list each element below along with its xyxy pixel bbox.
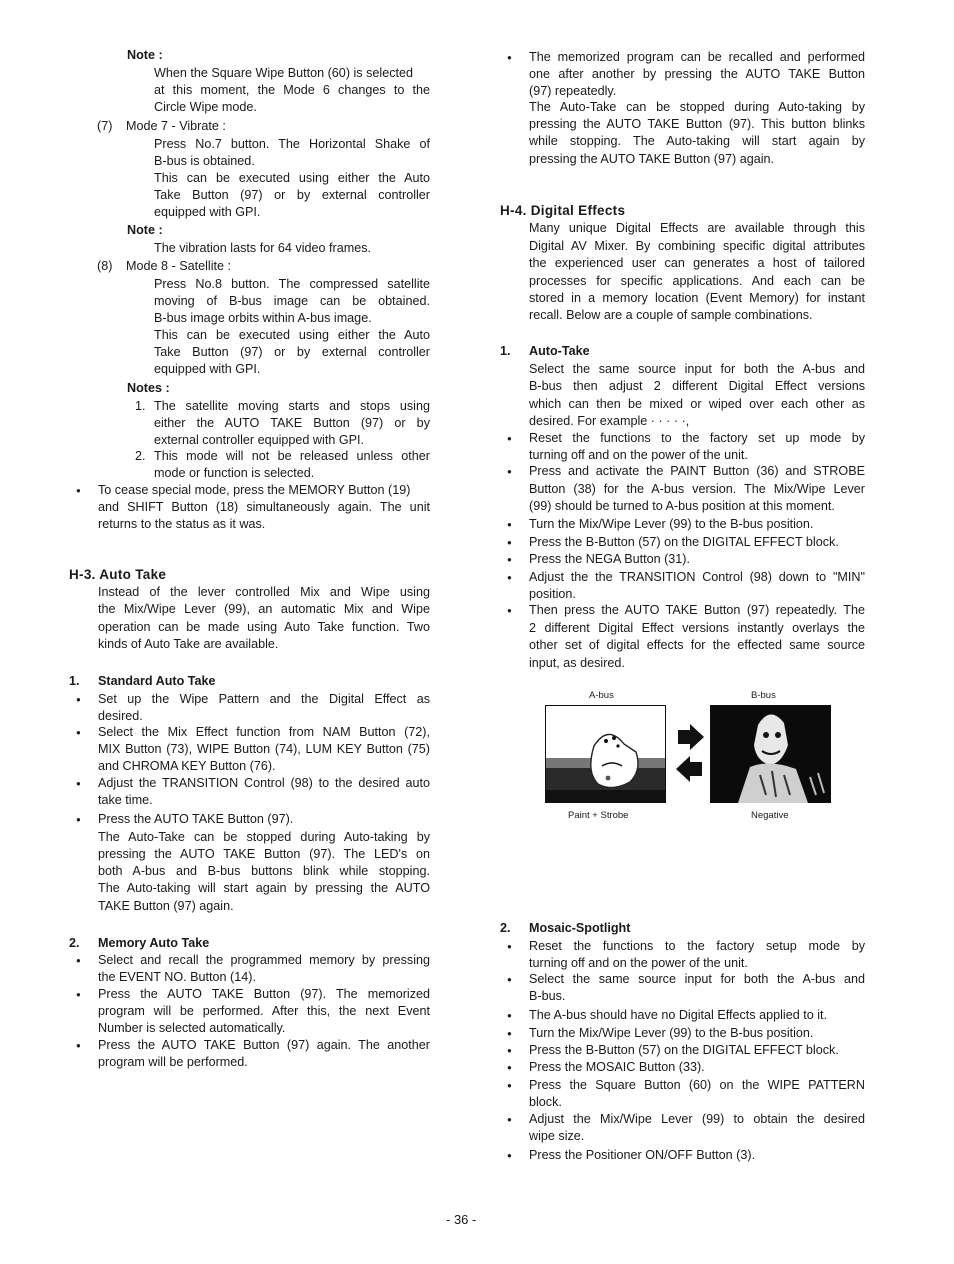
note-line: Circle Wipe mode. (154, 100, 257, 114)
bullet-item: ● The A-bus should have no Digital Effects applied to it. (529, 1007, 827, 1024)
bullet-item: ● Reset the functions to the factory set up mode by (529, 430, 865, 447)
paragraph-line: the experienced user can generates a host of tailored (529, 256, 865, 270)
bullet-item: ● Press the AUTO TAKE Button (97) again. The another (98, 1037, 430, 1054)
paragraph-line: stored in a memory location (Event Memory) for instant (529, 291, 865, 305)
bullet-line: The Auto-Take can be stopped during Auto-taking by (529, 100, 865, 114)
subsection-number: 1. (500, 344, 511, 358)
bullet-line: pressing the AUTO TAKE Button (97) again. (529, 152, 775, 166)
mode-line: equipped with GPI. (154, 362, 261, 376)
bullet-item: ● Press the Square Button (60) on the WIPE PATTERN (529, 1077, 865, 1094)
mode-line: B-bus is obtained. (154, 154, 255, 168)
bullet-line: desired. (98, 709, 143, 723)
bullet-item: ● Select the Mix Effect function from NAM Button (72), (98, 724, 430, 741)
bullet-item: ● Press the Positioner ON/OFF Button (3). (529, 1147, 755, 1164)
page-number: - 36 - (446, 1212, 477, 1227)
bullet-line: block. (529, 1095, 562, 1109)
figure-caption-b: Negative (751, 810, 789, 821)
mode-number: (7) (97, 119, 113, 133)
bullet-item: ● Select and recall the programmed memory by pressing (98, 952, 430, 969)
note-line: The vibration lasts for 64 video frames. (154, 241, 371, 255)
subsection-number: 2. (69, 936, 80, 950)
paragraph-line: Many unique Digital Effects are available through this (529, 221, 865, 235)
bullet-item: ● Press and activate the PAINT Button (36) and STROBE (529, 463, 865, 480)
bullet-item: ● Then press the AUTO TAKE Button (97) repeatedly. The (529, 602, 865, 619)
bullet-line: pressing the AUTO TAKE Button (97). The LED's on (98, 847, 430, 861)
bullet-item: ● Press the MOSAIC Button (33). (529, 1059, 705, 1076)
negative-illustration (710, 705, 831, 803)
bullet-item: ● Press the B-Button (57) on the DIGITAL EFFECT block. (529, 1042, 839, 1059)
bullet-line: position. (529, 587, 576, 601)
paint-strobe-illustration (546, 706, 666, 803)
bullet-line: turning off and on the power of the unit. (529, 956, 748, 970)
bullet-item: ● Adjust the the TRANSITION Control (98) down to "MIN" (529, 569, 865, 586)
paragraph-line: which can then be mixed or wiped over each other as (529, 397, 865, 411)
bullet-line: and SHIFT Button (18) simultaneously again. The unit (98, 500, 430, 514)
bullet-line: one after another by pressing the AUTO TAKE Button (529, 67, 865, 81)
notes-line: mode or function is selected. (154, 466, 315, 480)
mode-line: equipped with GPI. (154, 205, 261, 219)
subsection-title: Auto-Take (529, 344, 590, 358)
bullet-line: wipe size. (529, 1129, 585, 1143)
bullet-item: ● The memorized program can be recalled and performed (529, 49, 865, 66)
bullet-line: (97) repeatedly. (529, 84, 617, 98)
bullet-line: TAKE Button (97) again. (98, 899, 234, 913)
paragraph-line: kinds of Auto Take are available. (98, 637, 279, 651)
paragraph-line: recall. Below are a couple of sample combinations. (529, 308, 813, 322)
bullet-item: ● Press the AUTO TAKE Button (97). The memorized (98, 986, 430, 1003)
bullet-line: turning off and on the power of the unit. (529, 448, 748, 462)
note-line: When the Square Wipe Button (60) is selected (154, 66, 414, 80)
bullet-item: ● To cease special mode, press the MEMORY Button (19) (98, 482, 410, 499)
subsection-title: Standard Auto Take (98, 674, 216, 688)
section-heading: H-3. Auto Take (69, 567, 167, 582)
subsection-number: 1. (69, 674, 80, 688)
bullet-line: The Auto-taking will start again by pressing the AUTO (98, 881, 430, 895)
bullet-line: the EVENT NO. Button (14). (98, 970, 256, 984)
paragraph-line: B-bus then adjust 2 different Digital Effect versions (529, 379, 865, 393)
bullet-line: while stopping. The Auto-taking will start again by (529, 134, 865, 148)
a-bus-image (545, 705, 666, 803)
mode-line: B-bus image orbits within A-bus image. (154, 311, 372, 325)
b-bus-image (710, 705, 831, 803)
mode-line: moving of B-bus image can be obtained. (154, 294, 430, 308)
notes-label: Notes : (127, 381, 170, 395)
mode-line: Take Button (97) or by external controller (154, 345, 430, 359)
bullet-item: ● Press the NEGA Button (31). (529, 551, 690, 568)
bullet-line: input, as desired. (529, 656, 625, 670)
bullet-line: B-bus. (529, 989, 566, 1003)
figure-label-b-bus: B-bus (751, 690, 776, 701)
bullet-item: ● Turn the Mix/Wipe Lever (99) to the B-bus position. (529, 1025, 813, 1042)
bullet-line: MIX Button (73), WIPE Button (74), LUM KEY Button (75) (98, 742, 430, 756)
notes-number: 2. (135, 449, 146, 463)
bullet-line: and CHROMA KEY Button (76). (98, 759, 276, 773)
bullet-item: ● Adjust the Mix/Wipe Lever (99) to obtain the desired (529, 1111, 865, 1128)
mode-number: (8) (97, 259, 113, 273)
exchange-arrows-icon (674, 724, 706, 782)
bullet-item: ● Turn the Mix/Wipe Lever (99) to the B-bus position. (529, 516, 813, 533)
bullet-line: program will be performed. (98, 1055, 248, 1069)
bullet-line: take time. (98, 793, 153, 807)
bullet-line: program will be performed. After this, the next Event (98, 1004, 430, 1018)
mode-line: Press No.7 button. The Horizontal Shake of (154, 137, 430, 151)
paragraph-line: desired. For example · · · · ·, (529, 414, 690, 428)
bullet-line: other set of digital effects for the effected same source (529, 638, 865, 652)
notes-number: 1. (135, 399, 146, 413)
subsection-title: Memory Auto Take (98, 936, 210, 950)
bullet-line: Button (38) for the A-bus version. The Mix/Wipe Lever (529, 482, 865, 496)
paragraph-line: operation can be made using Auto Take function. Two (98, 620, 430, 634)
paragraph-line: processes for specific applications. And each can be (529, 274, 865, 288)
paragraph-line: the Mix/Wipe Lever (99), an automatic Mix and Wipe (98, 602, 430, 616)
bullet-item: ● Reset the functions to the factory setup mode by (529, 938, 865, 955)
bullet-item: ● Select the same source input for both the A-bus and (529, 971, 865, 988)
bullet-item: ● Set up the Wipe Pattern and the Digital Effect as (98, 691, 430, 708)
mode-title: Mode 7 - Vibrate : (126, 119, 226, 133)
paragraph-line: Digital AV Mixer. By combining specific digital attributes (529, 239, 865, 253)
paragraph-line: Select the same source input for both the A-bus and (529, 362, 865, 376)
bullet-line: pressing the AUTO TAKE Button (97). This button blinks (529, 117, 865, 131)
paragraph-line: Instead of the lever controlled Mix and Wipe using (98, 585, 430, 599)
bullet-item: ● Press the AUTO TAKE Button (97). (98, 811, 293, 828)
bullet-line: both A-bus and B-bus buttons blink while stopping. (98, 864, 430, 878)
mode-line: Take Button (97) or by external controller (154, 188, 430, 202)
bullet-line: returns to the status as it was. (98, 517, 266, 531)
figure-caption-a: Paint + Strobe (568, 810, 629, 821)
note-label: Note : (127, 48, 163, 62)
bullet-line: The Auto-Take can be stopped during Auto-taking by (98, 830, 430, 844)
mode-line: This can be executed using either the Auto (154, 171, 430, 185)
bullet-line: (99) should be turned to A-bus position at this moment. (529, 499, 835, 513)
note-label: Note : (127, 223, 163, 237)
subsection-title: Mosaic-Spotlight (529, 921, 631, 935)
notes-line: This mode will not be released unless other (154, 449, 430, 463)
bullet-line: 2 different Digital Effect versions instantly overlays the (529, 621, 865, 635)
bullet-line: Number is selected automatically. (98, 1021, 286, 1035)
bullet-item: ● Adjust the TRANSITION Control (98) to the desired auto (98, 775, 430, 792)
mode-title: Mode 8 - Satellite : (126, 259, 231, 273)
notes-line: either the AUTO TAKE Button (97) or by (154, 416, 430, 430)
figure-label-a-bus: A-bus (589, 690, 614, 701)
subsection-number: 2. (500, 921, 511, 935)
notes-line: The satellite moving starts and stops using (154, 399, 430, 413)
bullet-item: ● Press the B-Button (57) on the DIGITAL EFFECT block. (529, 534, 839, 551)
note-line: at this moment, the Mode 6 changes to the (154, 83, 430, 97)
mode-line: Press No.8 button. The compressed satellite (154, 277, 430, 291)
notes-line: external controller equipped with GPI. (154, 433, 365, 447)
section-heading: H-4. Digital Effects (500, 203, 626, 218)
mode-line: This can be executed using either the Auto (154, 328, 430, 342)
